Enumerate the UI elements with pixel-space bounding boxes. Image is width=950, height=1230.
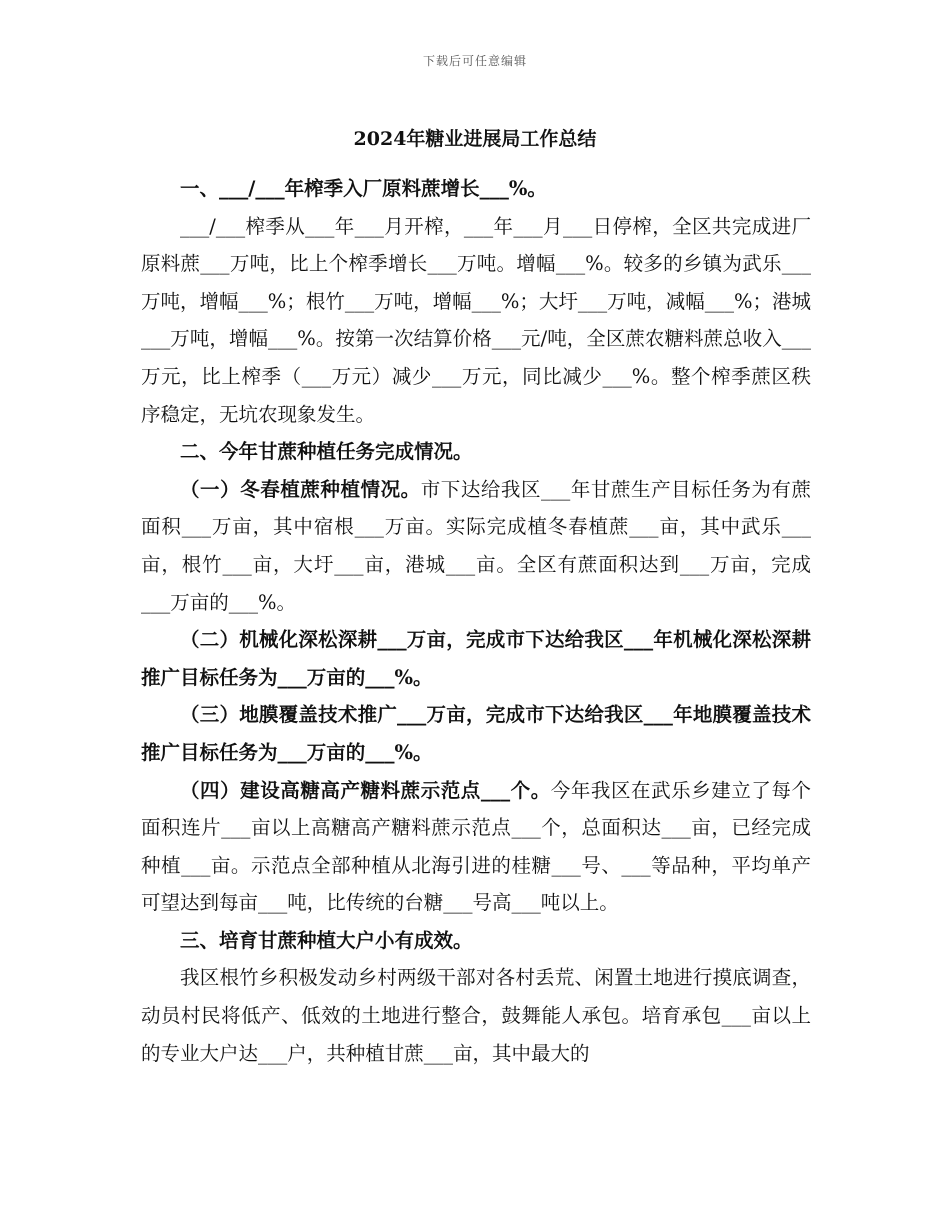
document-body — [141, 170, 811, 1072]
document-title: 2024年糖业进展局工作总结 — [353, 128, 597, 150]
section-heading-2: 二、今年甘蔗种植任务完成情况。 — [180, 440, 473, 464]
paragraph-1: ___/___榨季从___年___月开榨，___年___月___日停榨，全区共完成进厂原料蔗___万吨，比上个榨季增长___万吨。增幅___%。较多的乡镇为武乐___万吨，增幅___%；根竹___万吨，增幅___%；大圩___万吨，减幅___%；港城___万吨，增幅___%。按第一次结算价格___元/吨，全区蔗农糖料蔗总收入___万元，比上榨季（___万元）减少___万元，同比减少___%。整个榨季蔗区秩序稳定，无坑农现象发生。 — [141, 214, 811, 426]
paragraph-demo-sites-text: 今年我区在武乐乡建立了每个面积连片___亩以上高糖高产糖料蔗示范点___个，总面积达___亩，已经完成种植___亩。示范点全部种植从北海引进的桂糖___号、___等品种，平均单产可望达到每亩___吨，比传统的台糖___号高___吨以上。 — [141, 778, 811, 915]
page-header-note: 下载后可任意编辑 — [422, 54, 527, 68]
subheading-winter-spring: （一）冬春植蔗种植情况。 — [180, 477, 421, 501]
section-heading-1: 一、___/___年榨季入厂原料蔗增长___%。 — [180, 177, 547, 200]
section-heading-3: 三、培育甘蔗种植大户小有成效。 — [180, 928, 473, 952]
subheading-demo-sites: （四）建设高糖高产糖料蔗示范点___个。 — [180, 778, 551, 802]
paragraph-demo-sites — [141, 772, 811, 922]
paragraph-film-mulching: （三）地膜覆盖技术推广___万亩，完成市下达给我区___年地膜覆盖技术推广目标任务为___万亩的___%。 — [141, 703, 811, 764]
paragraph-deep-tillage: （二）机械化深松深耕___万亩，完成市下达给我区___年机械化深松深耕推广目标任务为___万亩的___%。 — [141, 628, 811, 689]
paragraph-winter-spring-text: 市下达给我区___年甘蔗生产目标任务为有蔗面积___万亩，其中宿根___万亩。实际完成植冬春植蔗___亩，其中武乐___亩，根竹___亩，大圩___亩，港城___亩。全区有蔗面积达到___万亩，完成___万亩的___%。 — [141, 477, 811, 614]
paragraph-growers: 我区根竹乡积极发动乡村两级干部对各村丢荒、闲置土地进行摸底调查，动员村民将低产、低效的土地进行整合，鼓舞能人承包。培育承包___亩以上的专业大户达___户，共种植甘蔗___亩，其中最大的 — [141, 966, 811, 1065]
paragraph-winter-spring — [141, 471, 811, 621]
